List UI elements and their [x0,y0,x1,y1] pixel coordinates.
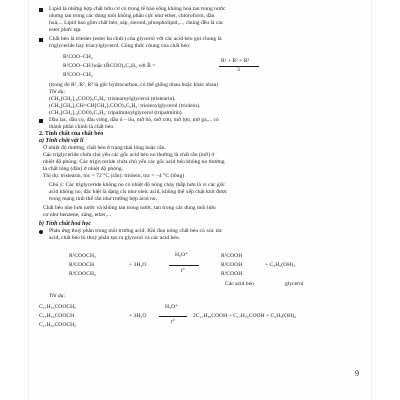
paragraph-line: Chất béo là triester (ester ba chức) của glycerol với các acid béo gọi chung là [49,36,222,42]
acids-label: Các acid béo [225,281,254,287]
paragraph-line: ester phức tạp. [49,27,82,33]
example-label: Thí dụ: [49,293,66,299]
paragraph-line: acid, chất béo bị thuỷ phân tạo ra glycerol và các acid béo. [49,235,181,241]
product-line: R¹COOH [221,253,243,259]
reactant-line: R²COOCH [69,262,94,268]
paragraph-line: (trong đó R¹, R², R³ là gốc hydrocarbon, có thể giống nhau hoặc khác nhau) [49,82,219,88]
catalyst-label: H₃O⁺ [165,304,178,310]
example-line: (CH₃[CH₂]₇CH=CH[CH₂]₇COO)₃C₃H₅: trioleoylglycerol (triolein). [49,103,201,109]
paragraph-line: Lipid là những hợp chất hữu cơ có trong tế bào sống không hoà tan trong nước [49,6,226,12]
subsection-title: b) Tính chất hoá học [39,221,92,227]
bullet-icon [39,119,43,123]
products-line: 2C₁₇H₃₅COOH + C₁₇H₃₅COOH + C₃H₅(OH)₃ [193,313,296,319]
reaction-arrow [169,265,199,266]
reactant-line: C₁₇H₃₅COOCH [39,313,75,319]
dash-item: là chất lỏng (dầu) ở nhiệt độ phòng. [43,166,124,172]
formula-line: R³COO–CH₂ [63,72,93,78]
bullet-icon [39,230,43,234]
dash-item: Các triglyceride chứa chủ yếu các gốc acid béo no thường là chất rắn (mỡ) ở [43,152,215,158]
example-label: Thí dụ: [49,89,66,95]
document-page [29,0,371,400]
dash-item: cơ như benzene, xăng, ether,... [43,212,112,218]
example-line: (CH₃[CH₂]₁₆COO)₃C₃H₅: tristearoylglycerol (tristearin). [49,96,176,102]
paragraph-line: triglyceride hay triacylglycerol. Công thức chung của chất béo: [49,43,191,49]
reactant-line: C₁₇H₃₅COOCH₂ [39,304,77,310]
glycerol-product: + C₃H₅(OH)₃ [265,262,295,268]
fraction-numerator: R¹ + R² + R³ [221,58,250,64]
subsection-title: a) Tính chất vật lí [39,138,84,144]
section-title: 2. Tính chất của chất béo [39,131,104,137]
paragraph-line: Dầu lạc, dầu cọ, dầu vừng, dầu ô – liu, mỡ bò, mỡ cừu, mỡ lợn, mỡ gà,... có [49,117,219,123]
product-line: R²COOH [221,262,243,268]
heat-label: t° [171,319,175,325]
dash-item: Chất béo nhẹ hơn nước và không tan trong nước, tan trong các dung môi hữu [43,205,216,211]
note-line: trong mạng tinh thể rắn như trường hợp acid no. [49,196,157,202]
bullet-icon [39,38,43,42]
glycerol-label: glycerol [285,281,304,287]
dash-item: nhiệt độ phòng. Các triglyceride chứa chủ yếu các gốc acid béo không no thường [43,159,225,165]
catalyst-label: H₃O⁺ [175,252,188,258]
example-line: Thí dụ: tristearin, tnc = 72 °C (rắn); triolein, tnc = –4 °C (lỏng) [43,173,185,179]
reactant-line: R¹COOCH₂ [69,253,96,259]
dash-item: Ở nhiệt độ thường, chất béo ở trạng thái lỏng hoặc rắn. [43,145,166,151]
product-line: R³COOH [221,271,243,277]
formula-line: R²COO–CH hoặc (R̄COO)₃C₃H₅ với R̄ = [63,63,156,69]
water: + 3H₂O [129,313,147,319]
reaction-arrow [159,316,187,317]
note-line: acid không no, đặc biệt là dạng cis như oleic acid, không thể xếp chặt khít được [49,189,228,195]
paragraph-line: thành phần chính là chất béo. [49,124,115,130]
example-line: (CH₃[CH₂]₁₄COO)₃C₃H₅: tripalmitoylglycerol (tripalmitin). [49,110,184,116]
bullet-icon [39,8,43,12]
paragraph-line: hoả,... Lipid bao gồm chất béo, sáp, steroid, phospholipid,..., chúng đều là các [49,20,224,26]
formula-line: R¹COO–CH₂ [63,54,93,60]
fraction-denominator: 3 [237,67,240,73]
paragraph-line: Phản ứng thuỷ phân trong môi trường acid: Khi đun nóng chất béo có xúc tác [49,228,223,234]
page-number: 9 [355,369,359,378]
water: + 3H₂O [129,262,147,268]
paragraph-line: nhưng tan trong các dung môi không phân cực như ether, chloroform, dầu [49,13,215,19]
note-line: Chú ý: Các triglyceride không no có nhiệt độ nóng chảy thấp hơn là vì các gốc [49,182,226,188]
reactant-line: C₁₇H₃₅COOCH₂ [39,322,77,328]
reactant-line: R³COOCH₂ [69,271,96,277]
heat-label: t° [181,268,185,274]
